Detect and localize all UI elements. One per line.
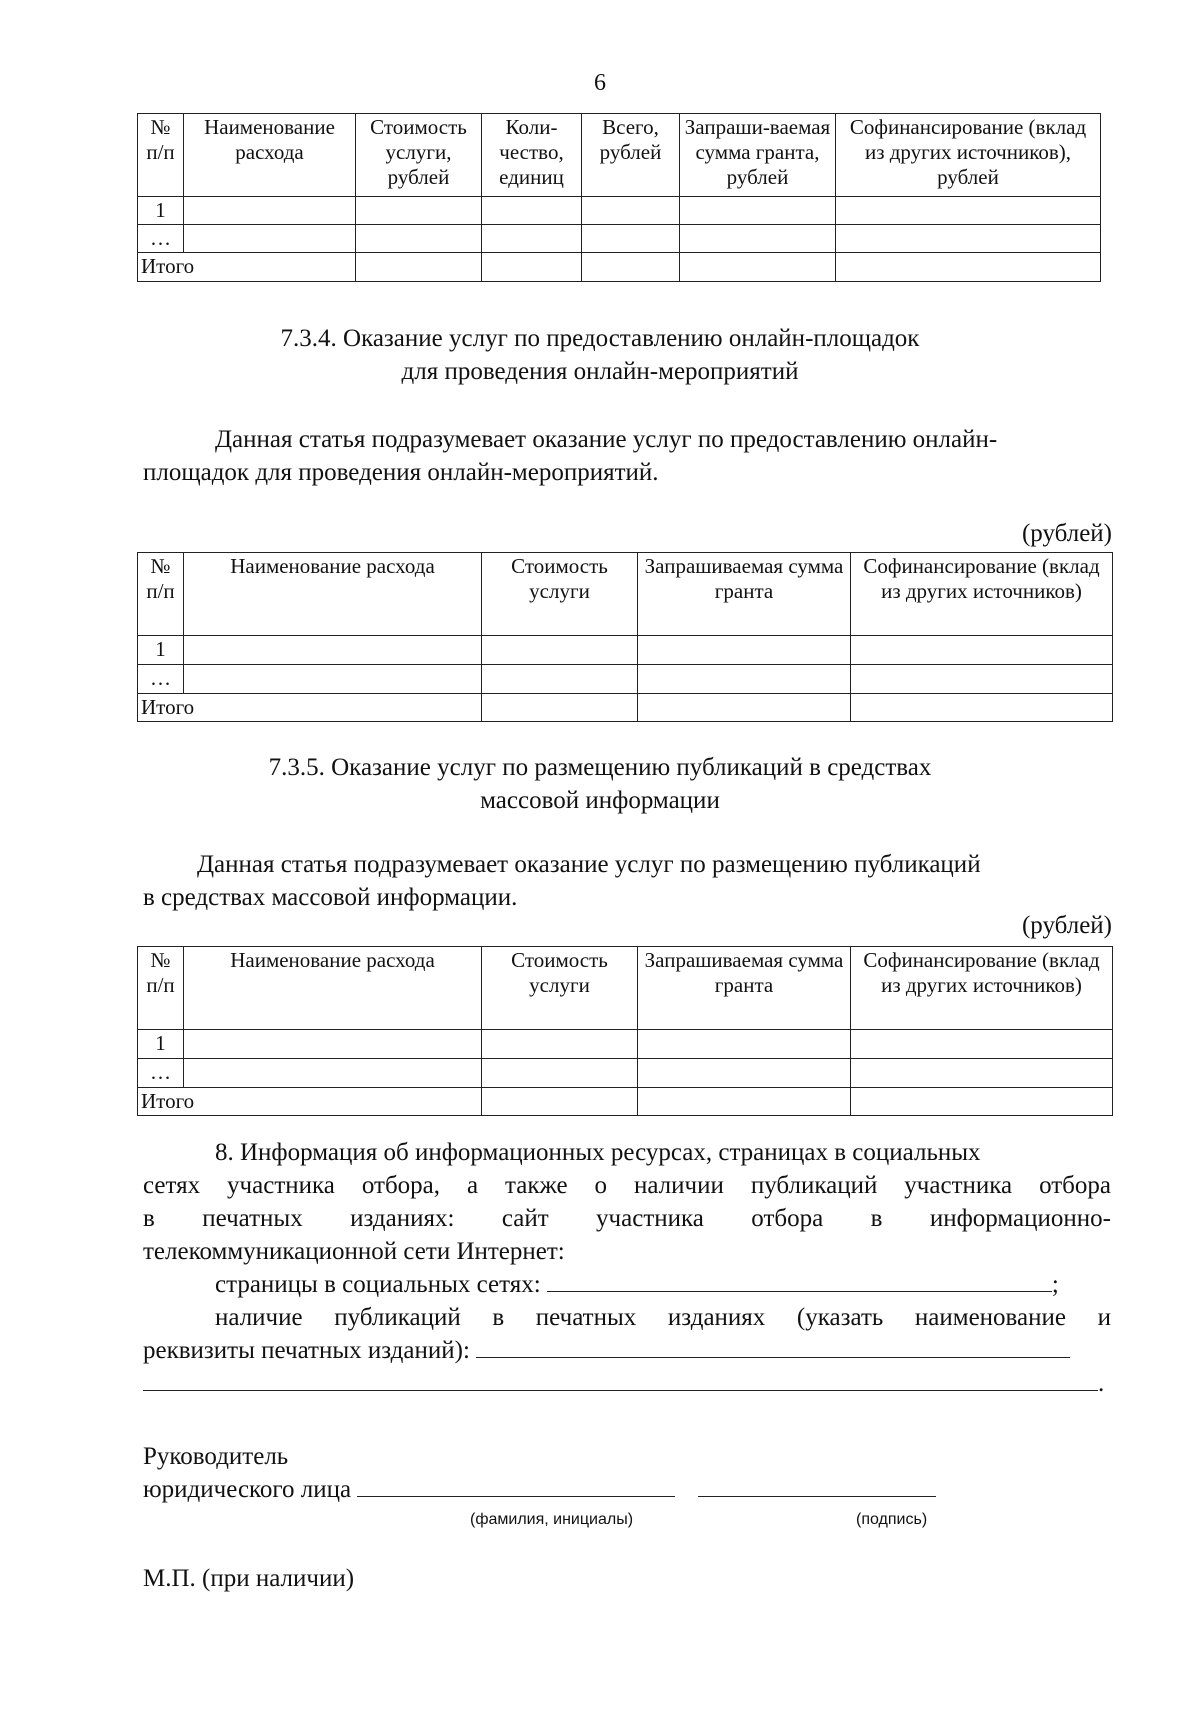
table-cell[interactable] <box>184 1030 482 1059</box>
row-number: 1 <box>138 197 184 225</box>
paragraph-line: наличие публикаций в печатных изданиях (указать наименование и <box>215 1304 1111 1331</box>
publications-input-continued[interactable] <box>143 1368 1098 1391</box>
col-header-number: № п/п <box>138 553 184 636</box>
col-header-cost: Стоимость услуги <box>482 947 638 1030</box>
table-cell[interactable] <box>582 197 680 225</box>
col-header-name: Наименование расхода <box>184 947 482 1030</box>
expense-table-3 <box>137 946 1113 1116</box>
col-header-quantity: Коли-чество, единиц <box>482 114 582 197</box>
col-header-cofinancing: Софинансирование (вклад из других источников) <box>851 947 1113 1030</box>
table-cell[interactable] <box>851 636 1113 665</box>
name-input[interactable] <box>357 1474 675 1497</box>
social-pages-line <box>143 1268 1111 1301</box>
table-cell[interactable] <box>582 225 680 253</box>
table-row <box>138 225 1101 253</box>
table-cell[interactable] <box>482 636 638 665</box>
unit-label: (рублей) <box>1021 912 1112 939</box>
section-title-line: 7.3.4. Оказание услуг по предоставлению онлайн-площадок <box>280 325 920 352</box>
table-cell[interactable] <box>638 1088 851 1116</box>
expense-table-1 <box>137 113 1101 282</box>
paragraph-line: площадок для проведения онлайн-мероприятий. <box>143 459 659 486</box>
col-header-requested: Запрашиваемая сумма гранта <box>638 553 851 636</box>
publications-input[interactable] <box>476 1335 1070 1358</box>
paragraph-line: сетях участника отбора, а также о наличии публикаций участника отбора <box>143 1172 1111 1199</box>
section-735-text <box>143 848 1111 914</box>
expense-table-2 <box>137 552 1113 722</box>
section-title-line: 7.3.5. Оказание услуг по размещению публикаций в средствах <box>268 754 932 781</box>
total-label: Итого <box>138 253 356 281</box>
col-header-number: № п/п <box>138 947 184 1030</box>
col-header-requested: Запрашиваемая сумма гранта <box>638 947 851 1030</box>
stamp-label: М.П. (при наличии) <box>143 1565 355 1592</box>
table-total-row <box>138 694 1113 722</box>
table-cell[interactable] <box>582 253 680 281</box>
table-row <box>138 1030 1113 1059</box>
col-header-total: Всего, рублей <box>582 114 680 197</box>
table-cell[interactable] <box>184 665 482 694</box>
row-number: … <box>138 225 184 253</box>
section-8-text <box>143 1136 1111 1400</box>
caption-signature: (подпись) <box>856 1511 928 1528</box>
table-cell[interactable] <box>851 1059 1113 1088</box>
table-total-row <box>138 253 1101 281</box>
table-cell[interactable] <box>851 1088 1113 1116</box>
table-cell[interactable] <box>680 225 836 253</box>
signature-title-line: юридического лица <box>143 1476 352 1503</box>
table-cell[interactable] <box>482 1088 638 1116</box>
table-cell[interactable] <box>356 253 482 281</box>
table-cell[interactable] <box>851 1030 1113 1059</box>
table-cell[interactable] <box>482 253 582 281</box>
table-total-row <box>138 1088 1113 1116</box>
section-735-title <box>0 751 1200 817</box>
table-row <box>138 1059 1113 1088</box>
table-cell[interactable] <box>482 665 638 694</box>
line-punctuation: ; <box>1051 1271 1059 1298</box>
table-row <box>138 665 1113 694</box>
paragraph-line: телекоммуникационной сети Интернет: <box>143 1238 565 1265</box>
row-number: … <box>138 1059 184 1088</box>
caption-name: (фамилия, инициалы) <box>470 1511 634 1528</box>
signature-title-line: Руководитель <box>143 1443 289 1470</box>
table-cell[interactable] <box>638 636 851 665</box>
table-cell[interactable] <box>356 197 482 225</box>
signature-title <box>143 1440 936 1506</box>
col-header-cost: Стоимость услуги, рублей <box>356 114 482 197</box>
publications-line <box>143 1334 1111 1367</box>
table-row <box>138 197 1101 225</box>
page-number: 6 <box>594 70 606 96</box>
table-cell[interactable] <box>836 253 1101 281</box>
table-cell[interactable] <box>638 694 851 722</box>
col-header-requested: Запраши-ваемая сумма гранта, рублей <box>680 114 836 197</box>
paragraph-line: в средствах массовой информации. <box>143 884 518 911</box>
section-title-line: для проведения онлайн-мероприятий <box>401 358 799 385</box>
paragraph-line: Данная статья подразумевает оказание услуг по предоставлению онлайн- <box>215 426 998 453</box>
col-header-cofinancing: Софинансирование (вклад из других источников) <box>851 553 1113 636</box>
table-cell[interactable] <box>836 197 1101 225</box>
table-cell[interactable] <box>184 225 356 253</box>
table-cell[interactable] <box>184 636 482 665</box>
line-punctuation: . <box>1098 1370 1105 1397</box>
table-cell[interactable] <box>482 1030 638 1059</box>
social-pages-input[interactable] <box>547 1269 1052 1292</box>
row-number: 1 <box>138 636 184 665</box>
signature-line <box>143 1473 936 1506</box>
table-cell[interactable] <box>482 1059 638 1088</box>
col-header-cost: Стоимость услуги <box>482 553 638 636</box>
table-cell[interactable] <box>638 665 851 694</box>
col-header-cofinancing: Софинансирование (вклад из других источников), рублей <box>836 114 1101 197</box>
table-cell[interactable] <box>851 694 1113 722</box>
table-cell[interactable] <box>356 225 482 253</box>
paragraph-line: Данная статья подразумевает оказание услуг по размещению публикаций <box>197 851 981 878</box>
publications-label: реквизиты печатных изданий): <box>143 1337 470 1364</box>
section-734-text <box>143 423 1111 489</box>
table-cell[interactable] <box>680 197 836 225</box>
row-number: 1 <box>138 1030 184 1059</box>
paragraph-line: 8. Информация об информационных ресурсах, страницах в социальных <box>215 1139 981 1166</box>
signature-input[interactable] <box>698 1474 936 1497</box>
col-header-name: Наименование расхода <box>184 553 482 636</box>
table-header-row <box>138 947 1113 1030</box>
table-cell[interactable] <box>184 1059 482 1088</box>
section-734-title <box>0 322 1200 388</box>
table-cell[interactable] <box>482 225 582 253</box>
table-cell[interactable] <box>482 197 582 225</box>
table-header-row <box>138 553 1113 636</box>
table-cell[interactable] <box>680 253 836 281</box>
total-label: Итого <box>138 694 482 722</box>
table-cell[interactable] <box>482 694 638 722</box>
col-header-number: № п/п <box>138 114 184 197</box>
row-number: … <box>138 665 184 694</box>
table-cell[interactable] <box>184 197 356 225</box>
table-cell[interactable] <box>638 1030 851 1059</box>
table-row <box>138 636 1113 665</box>
paragraph-line: в печатных изданиях: сайт участника отбора в информационно- <box>143 1205 1111 1232</box>
social-pages-label: страницы в социальных сетях: <box>215 1271 541 1298</box>
col-header-name: Наименование расхода <box>184 114 356 197</box>
table-cell[interactable] <box>836 225 1101 253</box>
unit-label: (рублей) <box>1021 520 1112 547</box>
total-label: Итого <box>138 1088 482 1116</box>
table-cell[interactable] <box>638 1059 851 1088</box>
publications-line-2 <box>143 1367 1111 1400</box>
table-header-row <box>138 114 1101 197</box>
section-title-line: массовой информации <box>480 787 720 814</box>
table-cell[interactable] <box>851 665 1113 694</box>
